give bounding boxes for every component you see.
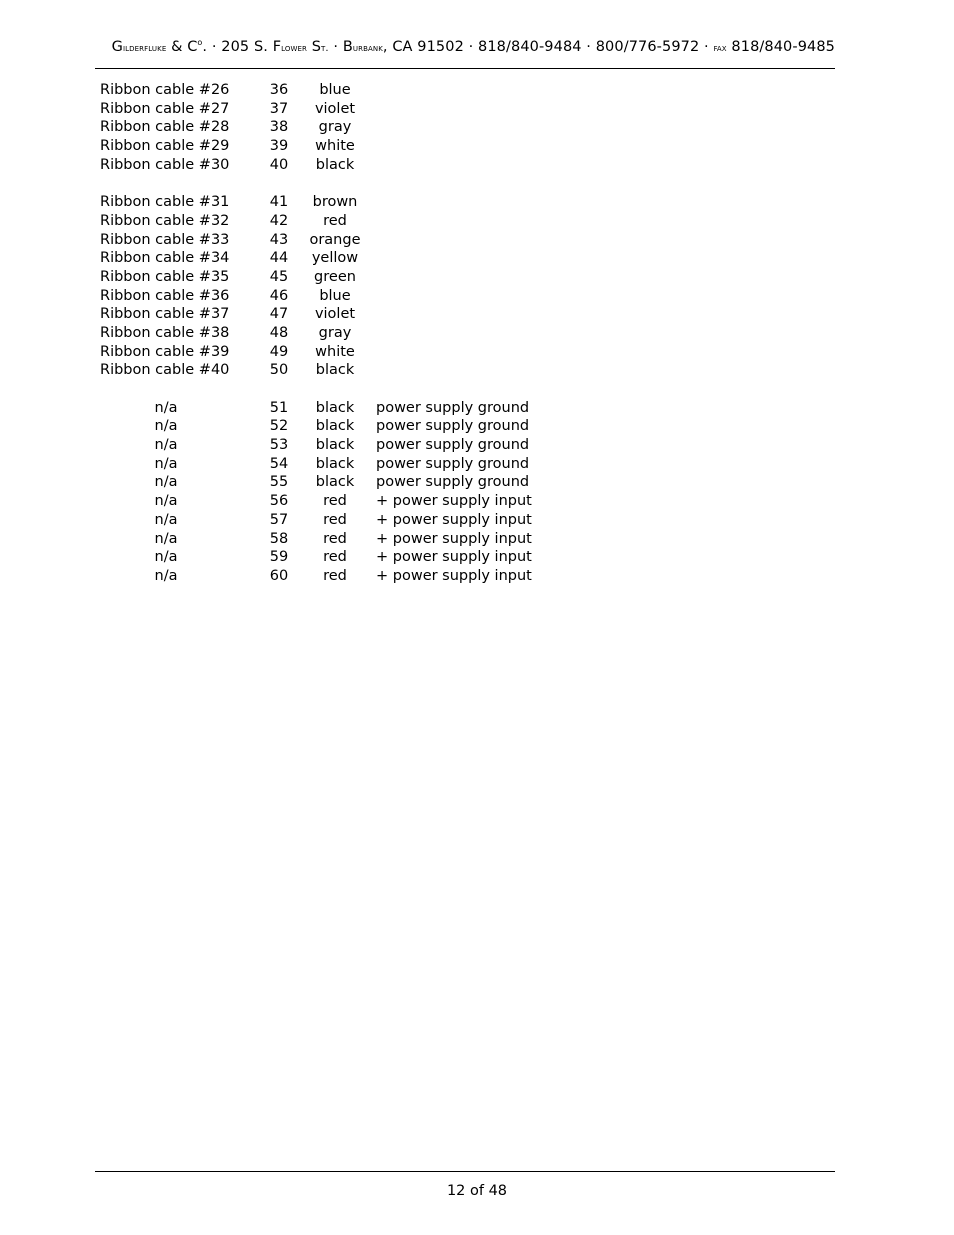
cable-label: n/a — [154, 418, 178, 435]
wire-color: black — [315, 418, 355, 435]
wire-color: black — [315, 156, 355, 173]
pin-note: power supply ground — [376, 455, 530, 472]
cable-label: Ribbon cable #39 — [100, 343, 230, 360]
cable-label: Ribbon cable #26 — [100, 82, 230, 98]
cable-label: Ribbon cable #34 — [100, 250, 230, 267]
footer-divider — [95, 1171, 835, 1172]
pin-number: 38 — [269, 119, 289, 136]
page-header — [95, 38, 835, 55]
wire-color: red — [323, 493, 347, 510]
cable-label: Ribbon cable #28 — [100, 119, 230, 136]
pin-number: 37 — [269, 100, 289, 117]
wire-color: gray — [318, 324, 352, 341]
wire-color: black — [315, 437, 355, 454]
wire-color: red — [323, 530, 347, 547]
wire-color: green — [314, 268, 356, 285]
pin-note: + power supply input — [376, 511, 532, 528]
cable-label: Ribbon cable #38 — [100, 324, 230, 341]
company-co-sup: o — [197, 38, 203, 47]
cable-label: Ribbon cable #31 — [100, 194, 230, 211]
city-rest: urbank — [352, 42, 383, 54]
pin-number: 36 — [269, 82, 289, 98]
wire-color: gray — [318, 119, 352, 136]
header-divider — [95, 68, 835, 69]
cable-label: Ribbon cable #36 — [100, 287, 230, 304]
street-s: S. — [253, 38, 273, 55]
fax-number: 818/840-9485 — [726, 38, 835, 55]
header-separator-2: · — [328, 38, 343, 55]
pin-number: 43 — [269, 231, 289, 248]
cable-label: n/a — [154, 567, 178, 584]
pin-note: power supply ground — [376, 474, 530, 491]
cable-label: Ribbon cable #32 — [100, 212, 230, 229]
street-st: S — [307, 38, 322, 55]
cable-label: Ribbon cable #33 — [100, 231, 230, 248]
wire-color: black — [315, 362, 355, 379]
cable-label: n/a — [154, 455, 178, 472]
wire-color: white — [315, 343, 355, 360]
street-rest: lower — [281, 42, 308, 54]
pin-note: power supply ground — [376, 418, 530, 435]
pin-number: 55 — [269, 474, 289, 491]
cable-label: n/a — [154, 511, 178, 528]
wire-color: blue — [319, 82, 351, 98]
cable-label: n/a — [154, 399, 178, 416]
city-tail: , CA 91502 · 818/840-9484 · 800/776-5972 · — [382, 38, 714, 55]
pin-number: 49 — [269, 343, 289, 360]
company-amp: & — [166, 38, 188, 55]
pin-number: 59 — [269, 549, 289, 566]
street-f: F — [272, 38, 282, 55]
wire-color: black — [315, 474, 355, 491]
pin-number: 46 — [269, 287, 289, 304]
street-t: t. — [321, 42, 329, 54]
cable-label: n/a — [154, 493, 178, 510]
cable-label: n/a — [154, 437, 178, 454]
header-separator-1: · 205 — [207, 38, 254, 55]
pin-number: 47 — [269, 306, 289, 323]
wire-color: red — [323, 511, 347, 528]
wire-color: white — [315, 138, 355, 155]
pin-number: 41 — [269, 194, 289, 211]
pin-number: 40 — [269, 156, 289, 173]
pin-note: + power supply input — [376, 493, 532, 510]
pin-number: 51 — [269, 399, 289, 416]
wire-color: red — [323, 212, 347, 229]
company-co: C — [187, 38, 198, 55]
cable-label: Ribbon cable #30 — [100, 156, 230, 173]
pin-note: + power supply input — [376, 567, 532, 584]
cable-label: Ribbon cable #35 — [100, 268, 230, 285]
cable-label: Ribbon cable #37 — [100, 306, 230, 323]
fax-label: fax — [713, 42, 727, 54]
cable-label: n/a — [154, 530, 178, 547]
wire-color: brown — [312, 194, 358, 211]
wire-color: orange — [309, 231, 361, 248]
wire-color: blue — [319, 287, 351, 304]
pin-number: 50 — [269, 362, 289, 379]
wire-color: red — [323, 549, 347, 566]
cable-label: n/a — [154, 549, 178, 566]
pin-number: 54 — [269, 455, 289, 472]
pin-number: 48 — [269, 324, 289, 341]
wire-color: black — [315, 399, 355, 416]
pin-number: 45 — [269, 268, 289, 285]
page-number: 12 of 48 — [446, 1183, 508, 1199]
pin-note: power supply ground — [376, 437, 530, 454]
wire-color: violet — [314, 306, 356, 323]
pin-number: 44 — [269, 250, 289, 267]
pin-note: power supply ground — [376, 399, 530, 416]
city-b: B — [342, 38, 353, 55]
cable-label: Ribbon cable #27 — [100, 100, 230, 117]
wire-color: red — [323, 567, 347, 584]
pin-number: 39 — [269, 138, 289, 155]
pin-note: + power supply input — [376, 549, 532, 566]
pin-number: 53 — [269, 437, 289, 454]
wire-color: black — [315, 455, 355, 472]
pin-note: + power supply input — [376, 530, 532, 547]
company-co-dot: . — [202, 38, 208, 55]
pin-number: 52 — [269, 418, 289, 435]
pin-number: 58 — [269, 530, 289, 547]
cable-label: Ribbon cable #29 — [100, 138, 230, 155]
cable-label: n/a — [154, 474, 178, 491]
wire-color: violet — [314, 100, 356, 117]
cable-label: Ribbon cable #40 — [100, 362, 230, 379]
pin-number: 60 — [269, 567, 289, 584]
wire-color: yellow — [311, 250, 359, 267]
pin-number: 42 — [269, 212, 289, 229]
company-name-rest: ilderfluke — [123, 42, 167, 54]
pin-number: 56 — [269, 493, 289, 510]
company-initial: G — [111, 38, 123, 55]
pin-number: 57 — [269, 511, 289, 528]
